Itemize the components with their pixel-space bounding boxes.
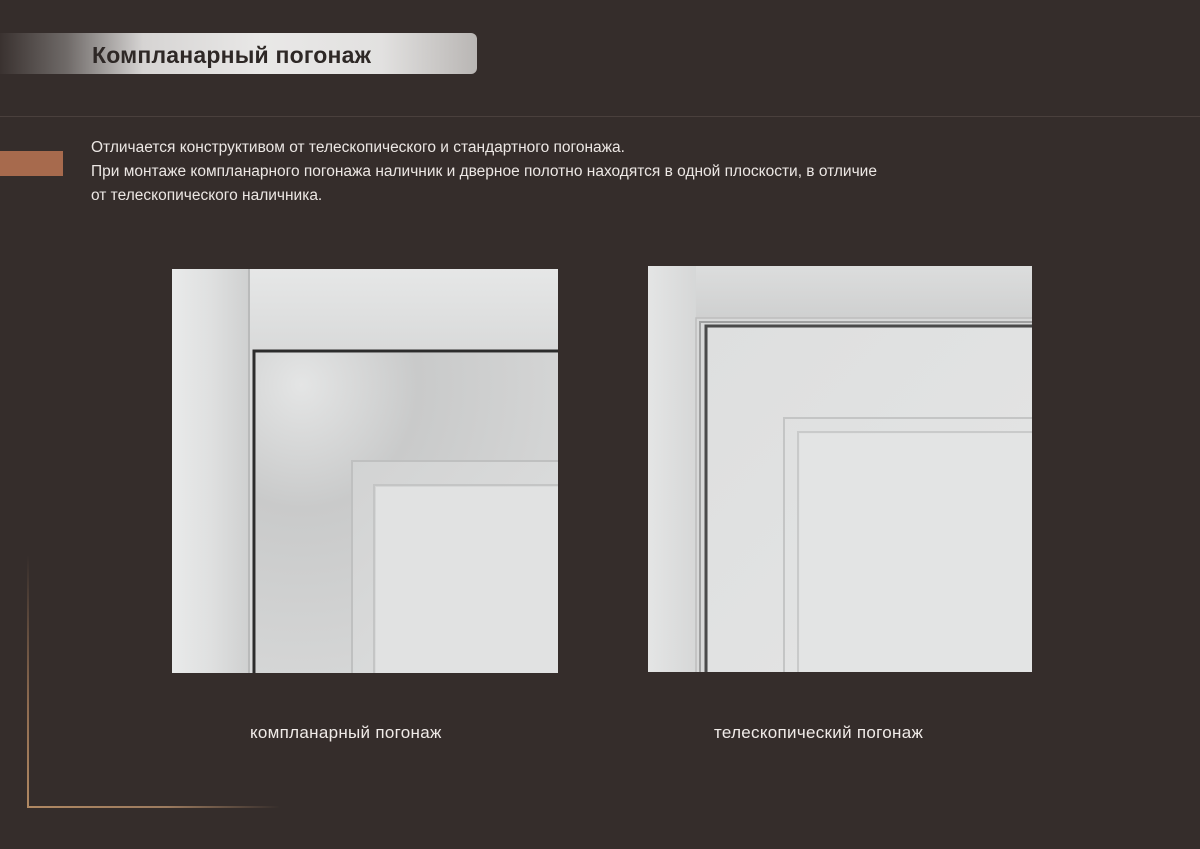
coplanar-trim-photo (172, 269, 558, 673)
telescopic-trim-caption: телескопический погонаж (714, 723, 924, 742)
description-line: При монтаже компланарного погонажа наличник и дверное полотно находятся в одной плоскости, в отличие (91, 163, 877, 180)
description-line: Отличается конструктивом от телескопического и стандартного погонажа. (91, 139, 625, 156)
description (91, 136, 1051, 208)
telescopic-trim-illustration (648, 266, 1032, 672)
coplanar-trim-caption: компланарный погонаж (250, 723, 442, 742)
decorative-frame-line-horizontal (27, 806, 280, 808)
description-line: от телескопического наличника. (91, 187, 323, 204)
coplanar-trim-illustration (172, 269, 558, 673)
accent-marker (0, 151, 63, 176)
decorative-frame-line-vertical (27, 555, 29, 807)
page-title: Компланарный погонаж (92, 42, 372, 68)
header-divider (0, 116, 1200, 117)
telescopic-trim-photo (648, 266, 1032, 672)
